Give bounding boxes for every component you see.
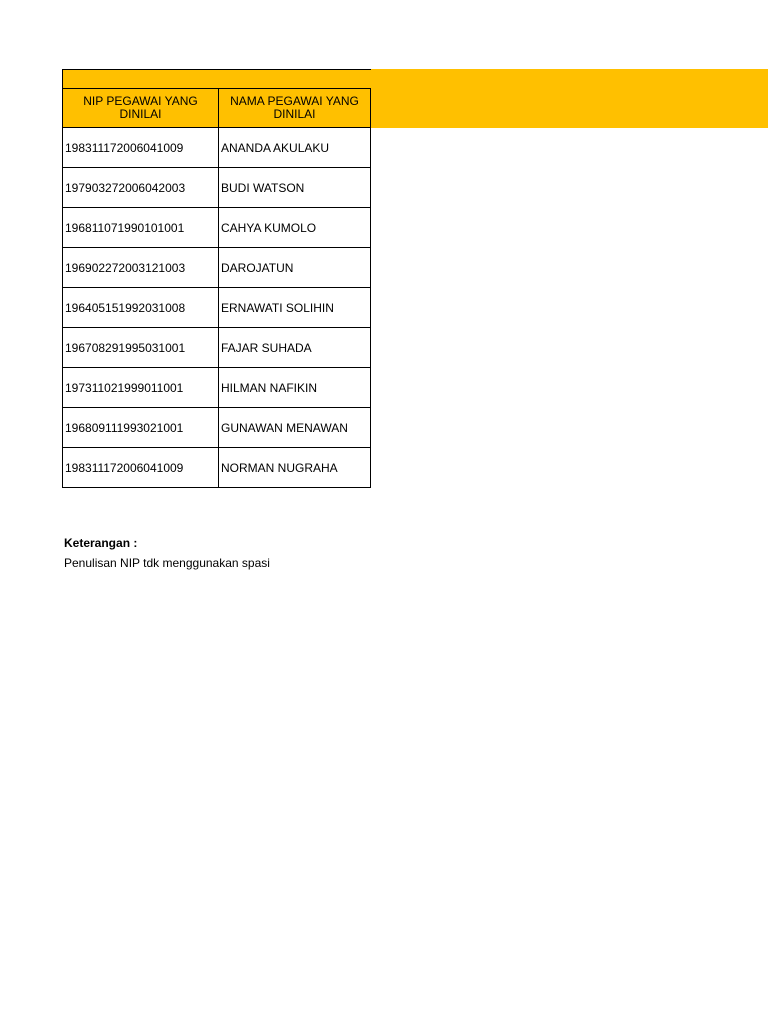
nip-cell[interactable]: 197903272006042003: [63, 168, 219, 208]
table-row: [63, 408, 371, 448]
notes-text: Penulisan NIP tdk menggunakan spasi: [64, 556, 270, 570]
nip-cell[interactable]: 198311172006041009: [63, 448, 219, 488]
header-nip[interactable]: NIP PEGAWAI YANG DINILAI: [63, 89, 219, 128]
nama-cell[interactable]: NORMAN NUGRAHA: [219, 448, 371, 488]
nama-cell[interactable]: CAHYA KUMOLO: [219, 208, 371, 248]
nama-cell[interactable]: DAROJATUN: [219, 248, 371, 288]
nama-cell[interactable]: HILMAN NAFIKIN: [219, 368, 371, 408]
table-row: [63, 168, 371, 208]
nama-cell[interactable]: BUDI WATSON: [219, 168, 371, 208]
header-row: [63, 89, 371, 128]
table-row: [63, 368, 371, 408]
merged-header-cell[interactable]: [63, 70, 371, 89]
nip-cell[interactable]: 196811071990101001: [63, 208, 219, 248]
nama-cell[interactable]: GUNAWAN MENAWAN: [219, 408, 371, 448]
table-row: [63, 328, 371, 368]
header-nama[interactable]: NAMA PEGAWAI YANG DINILAI: [219, 89, 371, 128]
nip-cell[interactable]: 196405151992031008: [63, 288, 219, 328]
table-row: [63, 248, 371, 288]
table-row: [63, 208, 371, 248]
table-row: [63, 448, 371, 488]
employee-table: [62, 69, 371, 488]
notes-section: [64, 533, 270, 573]
header-top-row: [63, 70, 371, 89]
nip-cell[interactable]: 197311021999011001: [63, 368, 219, 408]
nama-cell[interactable]: FAJAR SUHADA: [219, 328, 371, 368]
nip-cell[interactable]: 198311172006041009: [63, 128, 219, 168]
table-row: [63, 128, 371, 168]
nama-cell[interactable]: ANANDA AKULAKU: [219, 128, 371, 168]
nip-cell[interactable]: 196902272003121003: [63, 248, 219, 288]
table-row: [63, 288, 371, 328]
nip-cell[interactable]: 196809111993021001: [63, 408, 219, 448]
notes-title: Keterangan :: [64, 536, 138, 550]
nama-cell[interactable]: ERNAWATI SOLIHIN: [219, 288, 371, 328]
nip-cell[interactable]: 196708291995031001: [63, 328, 219, 368]
